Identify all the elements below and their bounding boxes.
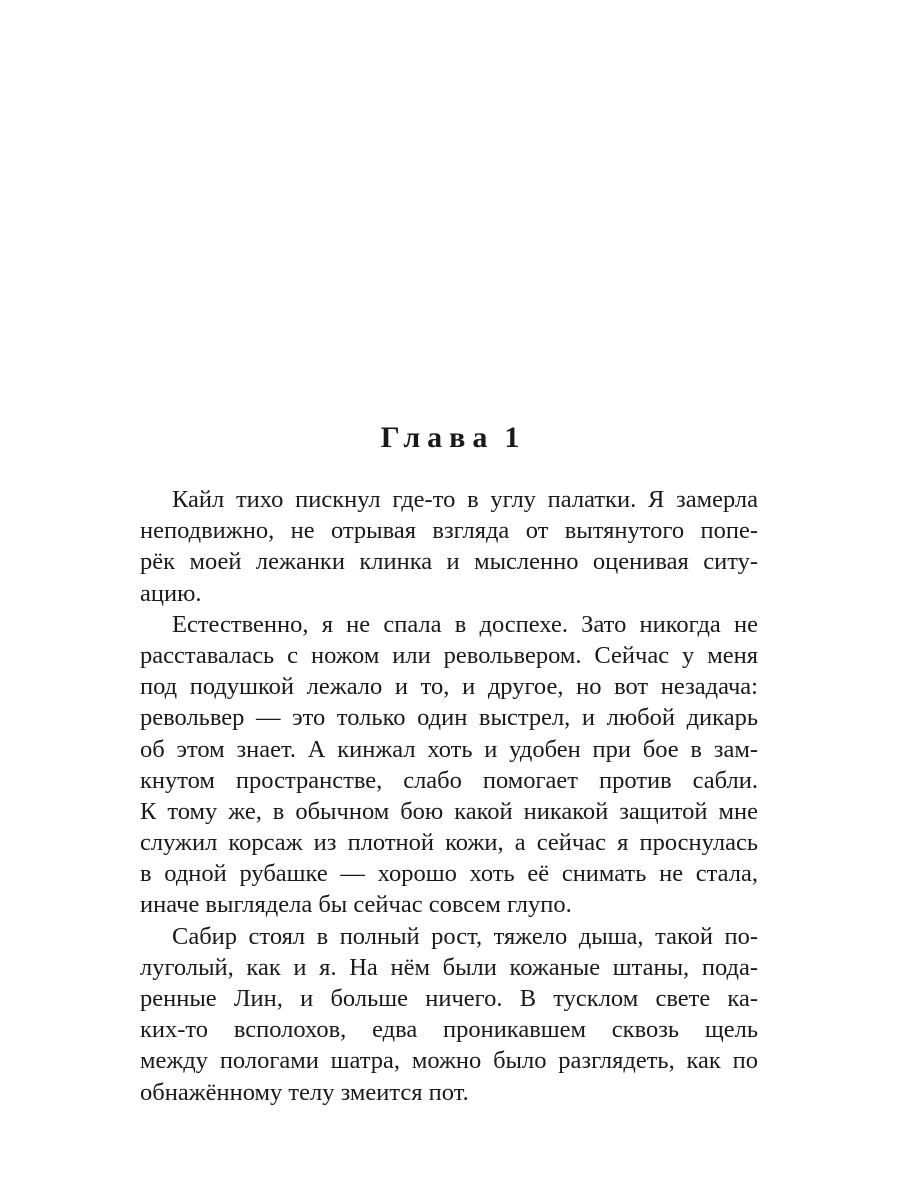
- text-line: в одной рубашке — хорошо хоть её снимать не стала,: [140, 860, 758, 888]
- text-line: Кайл тихо пискнул где-то в углу палатки. Я замерла: [172, 486, 758, 513]
- text-line: луголый, как и я. На нём были кожаные штаны, пода-: [140, 953, 758, 981]
- text-line: К тому же, в обычном бою какой никакой защитой мне: [140, 797, 758, 825]
- text-line: об этом знает. А кинжал хоть и удобен при бое в зам-: [140, 735, 758, 763]
- text-line: расставалась с ножом или револьвером. Сейчас у меня: [140, 641, 758, 669]
- text-line: ацию.: [140, 579, 202, 607]
- text-line: под подушкой лежало и то, и другое, но вот незадача:: [140, 673, 758, 701]
- paragraph-2: [140, 609, 758, 921]
- text-line: ких-то всполохов, едва проникавшем сквозь щель: [140, 1016, 758, 1044]
- text-line: неподвижно, не отрывая взгляда от вытянутого попе-: [140, 517, 758, 545]
- text-line: Естественно, я не спала в доспехе. Зато никогда не: [172, 610, 758, 638]
- chapter-word: Глава: [380, 421, 495, 454]
- text-line: служил корсаж из плотной кожи, а сейчас я проснулась: [140, 829, 758, 857]
- text-line: между пологами шатра, можно было разглядеть, как по: [140, 1047, 758, 1075]
- text-line: револьвер — это только один выстрел, и любой дикарь: [140, 704, 758, 732]
- chapter-number: 1: [504, 421, 520, 454]
- text-line: ренные Лин, и больше ничего. В тусклом свете ка-: [140, 985, 758, 1012]
- paragraph-1: [140, 484, 758, 609]
- text-line: Сабир стоял в полный рост, тяжело дыша, такой по-: [172, 922, 758, 950]
- text-line: обнажённому телу змеится пот.: [140, 1078, 469, 1106]
- text-line: рёк моей лежанки клинка и мысленно оценивая ситу-: [140, 548, 758, 576]
- text-line: иначе выглядела бы сейчас совсем глупо.: [140, 891, 572, 919]
- chapter-title: [0, 418, 900, 458]
- chapter-text: [140, 484, 758, 1108]
- paragraph-3: [140, 921, 758, 1108]
- text-line: кнутом пространстве, слабо помогает против сабли.: [140, 766, 758, 794]
